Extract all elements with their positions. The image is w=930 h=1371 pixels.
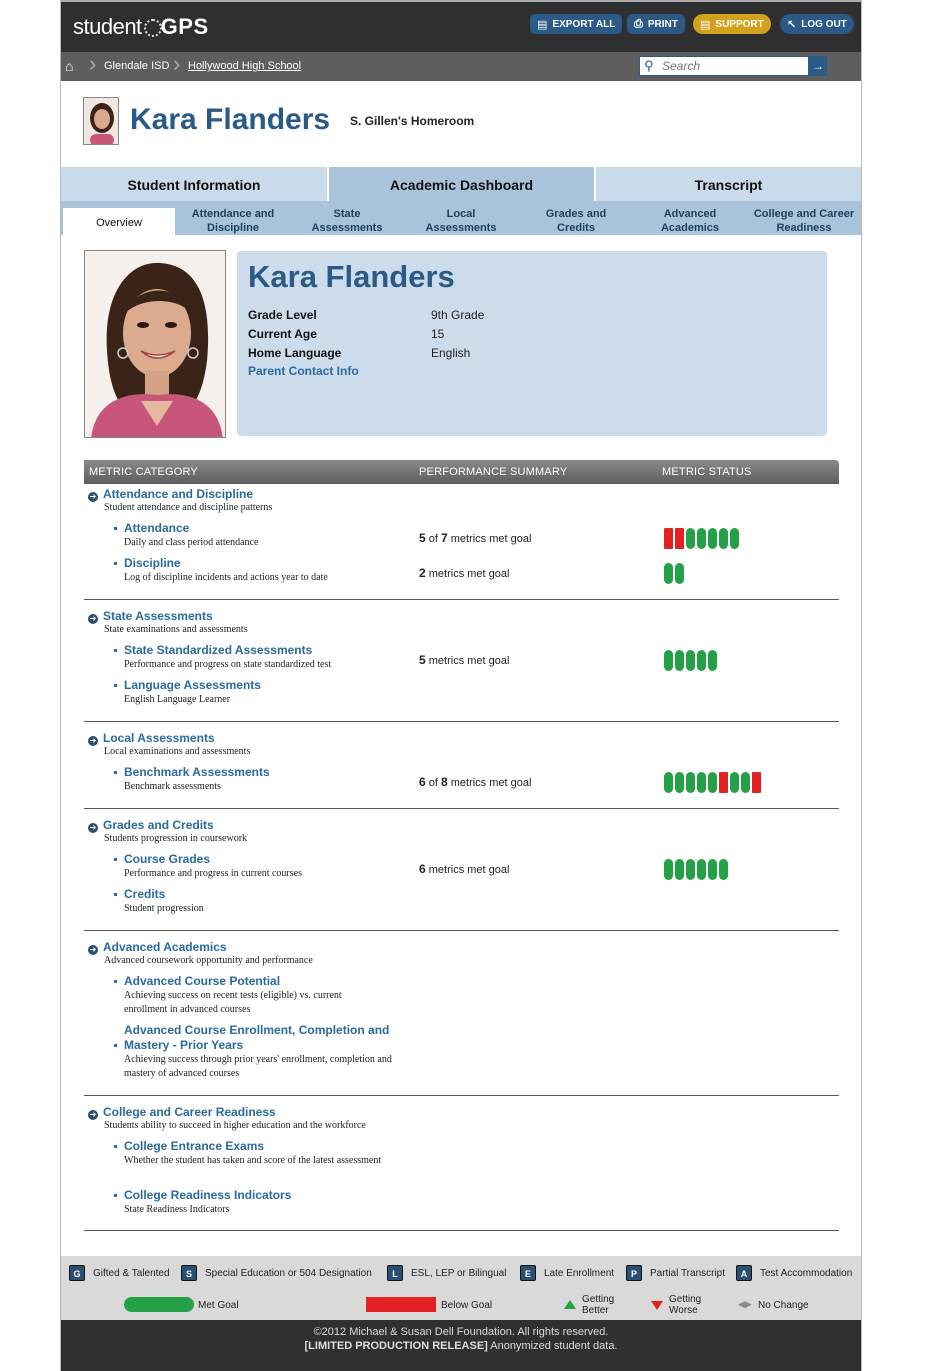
metrics-table-header bbox=[84, 460, 839, 484]
metric-label: Language Assessments bbox=[124, 678, 261, 692]
section-state-assessments bbox=[84, 600, 839, 722]
metric-college-readiness-indicators[interactable] bbox=[124, 1188, 394, 1203]
below-goal-pill bbox=[719, 772, 728, 793]
met-goal-pill bbox=[675, 563, 684, 584]
support-button[interactable] bbox=[693, 14, 771, 34]
category-description: Student attendance and discipline patterns bbox=[104, 502, 273, 513]
summary-text: metrics met goal bbox=[428, 568, 510, 580]
met-goal-pill bbox=[708, 650, 717, 671]
category-title[interactable] bbox=[88, 609, 213, 624]
category-label: College and Career Readiness bbox=[103, 1105, 276, 1119]
metric-label: Advanced Course Enrollment, Completion and Mastery - Prior Years bbox=[124, 1023, 390, 1052]
tab-student-information[interactable]: Student Information bbox=[61, 167, 327, 201]
section-advanced-academics bbox=[84, 931, 839, 1096]
metric-description: Daily and class period attendance bbox=[124, 537, 259, 548]
breadcrumb-district: Glendale ISD bbox=[104, 60, 170, 72]
grade-level-value: 9th Grade bbox=[431, 308, 485, 322]
student-info-card bbox=[237, 251, 827, 436]
metric-state-standardized[interactable] bbox=[124, 643, 394, 658]
met-goal-pill bbox=[675, 772, 684, 793]
met-goal-pill bbox=[675, 650, 684, 671]
arrow-up-left-icon: ↖ bbox=[787, 18, 797, 31]
met-goal-pill bbox=[730, 528, 739, 549]
search-box bbox=[639, 56, 809, 76]
category-label: Grades and Credits bbox=[103, 818, 214, 832]
metric-description: Performance and progress in current courses bbox=[124, 868, 302, 879]
language-label: Home Language bbox=[248, 346, 342, 360]
category-title[interactable] bbox=[88, 1105, 276, 1120]
search-icon: ⚲ bbox=[644, 58, 654, 73]
metric-advanced-course-enrollment[interactable] bbox=[124, 1023, 394, 1053]
section-grades-credits bbox=[84, 809, 839, 931]
legend-special-education bbox=[181, 1265, 372, 1281]
metric-description: Whether the student has taken and score of the latest assessment bbox=[124, 1155, 382, 1166]
legend-label: ESL, LEP or Bilingual bbox=[411, 1267, 507, 1279]
student-name: Kara Flanders bbox=[248, 259, 455, 294]
met-goal-pill bbox=[686, 772, 695, 793]
bullet-icon bbox=[114, 771, 117, 774]
performance-summary: 5 of 7 metrics met goal bbox=[419, 531, 532, 545]
met-goal-pill bbox=[708, 772, 717, 793]
category-label: Local Assessments bbox=[103, 731, 215, 745]
breadcrumb-school-link[interactable]: Hollywood High School bbox=[188, 60, 302, 72]
breadcrumb bbox=[61, 52, 861, 81]
metric-label: Credits bbox=[124, 887, 166, 901]
bullet-icon bbox=[114, 684, 117, 687]
metric-status-bar[interactable] bbox=[664, 563, 684, 584]
met-goal-pill bbox=[686, 859, 695, 880]
export-label: EXPORT ALL bbox=[552, 18, 616, 30]
metric-label: Advanced Course Potential bbox=[124, 974, 281, 988]
bullet-icon bbox=[114, 527, 117, 530]
met-goal-pill bbox=[686, 528, 695, 549]
met-goal-swatch bbox=[124, 1297, 194, 1312]
student-photo bbox=[84, 250, 226, 438]
summary-text: metrics met goal bbox=[428, 655, 510, 667]
summary-count: 5 bbox=[419, 531, 426, 545]
metric-description: Achieving success through prior years' enrollment, completion and mastery of advanced courses bbox=[124, 1054, 392, 1079]
arrow-right-icon: ➔ bbox=[89, 614, 97, 623]
age-label: Current Age bbox=[248, 327, 317, 341]
export-icon: ▤ bbox=[537, 18, 548, 31]
met-goal-pill bbox=[697, 650, 706, 671]
summary-text: metrics met goal bbox=[428, 864, 510, 876]
page-frame bbox=[60, 0, 862, 1371]
search-go-button[interactable]: → bbox=[809, 56, 827, 76]
below-goal-swatch bbox=[366, 1297, 436, 1312]
badge-icon: A bbox=[736, 1265, 752, 1281]
age-value: 15 bbox=[431, 327, 445, 341]
legend-partial-transcript bbox=[626, 1265, 725, 1281]
summary-total: 7 bbox=[440, 531, 448, 545]
met-goal-pill bbox=[697, 528, 706, 549]
arrow-right-icon: ➔ bbox=[89, 1110, 97, 1119]
grade-level-label: Grade Level bbox=[248, 308, 317, 322]
subtab-local-assessments[interactable]: Local Assessments bbox=[425, 208, 497, 234]
legend-label: Special Education or 504 Designation bbox=[205, 1267, 372, 1279]
tab-academic-dashboard[interactable]: Academic Dashboard bbox=[329, 167, 594, 201]
logo-dots-icon bbox=[144, 19, 162, 37]
metric-description: Log of discipline incidents and actions year to date bbox=[124, 572, 328, 583]
arrow-right-icon: ➔ bbox=[89, 492, 97, 501]
student-thumbnail bbox=[83, 97, 119, 145]
met-goal-pill bbox=[664, 563, 673, 584]
home-icon[interactable]: ⌂ bbox=[65, 58, 74, 74]
triangle-down-icon bbox=[651, 1301, 663, 1310]
main-tabs bbox=[61, 167, 861, 201]
footer bbox=[61, 1320, 861, 1371]
metric-label: Course Grades bbox=[124, 852, 211, 866]
category-description: Advanced coursework opportunity and performance bbox=[104, 955, 313, 966]
logo-gps: GPS bbox=[160, 14, 209, 39]
met-goal-pill bbox=[686, 650, 695, 671]
category-description: Local examinations and assessments bbox=[104, 746, 251, 757]
legend-label: Late Enrollment bbox=[544, 1267, 615, 1279]
metric-language-assessments[interactable] bbox=[124, 678, 394, 693]
category-description: State examinations and assessments bbox=[104, 624, 248, 635]
language-value: English bbox=[431, 346, 471, 360]
metric-status-bar[interactable] bbox=[664, 528, 739, 549]
bullet-icon bbox=[114, 562, 117, 565]
metric-credits[interactable] bbox=[124, 887, 394, 902]
subtab-overview[interactable]: Overview bbox=[63, 208, 175, 239]
metric-description: Performance and progress on state standardized test bbox=[124, 659, 332, 670]
section-attendance-discipline bbox=[84, 484, 839, 600]
student-thumbnail-image bbox=[84, 98, 119, 145]
release-note-text: Anonymized student data. bbox=[490, 1340, 618, 1352]
badge-icon: P bbox=[626, 1265, 642, 1281]
bullet-icon bbox=[114, 858, 117, 861]
summary-count: 6 bbox=[419, 862, 426, 876]
met-goal-pill bbox=[664, 859, 673, 880]
search-input[interactable] bbox=[662, 59, 802, 73]
met-goal-pill bbox=[719, 528, 728, 549]
category-title[interactable] bbox=[88, 818, 214, 833]
header-performance-summary: PERFORMANCE SUMMARY bbox=[419, 466, 568, 478]
metric-course-grades[interactable] bbox=[124, 852, 394, 867]
bullet-icon bbox=[114, 1194, 117, 1197]
print-button[interactable] bbox=[627, 14, 685, 34]
page-title: Kara Flanders bbox=[130, 103, 331, 136]
summary-count: 6 bbox=[419, 775, 426, 789]
metric-advanced-course-potential[interactable] bbox=[124, 974, 394, 989]
metric-description: Achieving success on recent tests (eligible) vs. current enrollment in advanced courses bbox=[124, 990, 342, 1015]
met-goal-pill bbox=[697, 859, 706, 880]
met-goal-pill bbox=[719, 859, 728, 880]
subtab-college-career-readiness[interactable]: College and Career Readiness bbox=[753, 208, 855, 234]
metric-label: Discipline bbox=[124, 556, 181, 570]
log-out-button[interactable] bbox=[780, 14, 854, 34]
metric-description: English Language Learner bbox=[124, 694, 231, 705]
badge-icon: G bbox=[69, 1265, 85, 1281]
logout-label: LOG OUT bbox=[801, 18, 847, 30]
legend-esl bbox=[387, 1265, 506, 1281]
category-description: Students ability to succeed in higher education and the workforce bbox=[104, 1120, 366, 1131]
performance-summary bbox=[419, 566, 509, 580]
met-goal-pill bbox=[675, 859, 684, 880]
met-goal-label: Met Goal bbox=[198, 1300, 239, 1311]
metric-status-bar[interactable] bbox=[664, 772, 761, 793]
release-note bbox=[61, 1340, 861, 1352]
studentgps-logo[interactable] bbox=[73, 14, 209, 40]
category-label: Advanced Academics bbox=[103, 940, 227, 954]
subtab-state-assessments[interactable]: State Assessments bbox=[311, 208, 383, 234]
metric-description: Benchmark assessments bbox=[124, 781, 221, 792]
no-change-label: No Change bbox=[758, 1300, 809, 1311]
parent-contact-link[interactable]: Parent Contact Info bbox=[248, 364, 359, 378]
legend-gifted bbox=[69, 1265, 170, 1281]
section-college-career-readiness bbox=[84, 1096, 839, 1231]
header-metric-category: METRIC CATEGORY bbox=[89, 466, 198, 478]
metric-description: Student progression bbox=[124, 903, 204, 914]
met-goal-pill bbox=[664, 650, 673, 671]
sub-tabs bbox=[61, 201, 861, 235]
metric-description: State Readiness Indicators bbox=[124, 1204, 230, 1215]
student-photo-image bbox=[85, 251, 226, 438]
metric-attendance[interactable] bbox=[124, 521, 394, 536]
document-icon: ▤ bbox=[700, 18, 711, 31]
met-goal-pill bbox=[708, 859, 717, 880]
below-goal-pill bbox=[752, 772, 761, 793]
export-all-button[interactable] bbox=[530, 14, 622, 34]
category-title[interactable] bbox=[88, 731, 215, 746]
subtab-attendance-discipline[interactable]: Attendance and Discipline bbox=[191, 208, 275, 234]
metric-label: College Entrance Exams bbox=[124, 1139, 265, 1153]
triangle-up-icon bbox=[564, 1300, 576, 1309]
legend bbox=[61, 1256, 861, 1320]
category-title[interactable] bbox=[88, 487, 253, 502]
badge-icon: E bbox=[520, 1265, 536, 1281]
subtab-advanced-academics[interactable]: Advanced Academics bbox=[660, 208, 720, 234]
met-goal-pill bbox=[708, 528, 717, 549]
breadcrumb-separator-icon: › bbox=[173, 51, 181, 76]
arrow-right-icon: ➔ bbox=[89, 823, 97, 832]
summary-count: 5 bbox=[419, 653, 426, 667]
metric-college-entrance-exams[interactable] bbox=[124, 1139, 394, 1154]
category-title[interactable] bbox=[88, 940, 227, 955]
metric-label: Attendance bbox=[124, 521, 190, 535]
met-goal-pill bbox=[730, 772, 739, 793]
metric-label: State Standardized Assessments bbox=[124, 643, 313, 657]
performance-summary: 6 of 8 metrics met goal bbox=[419, 775, 532, 789]
copyright-text: ©2012 Michael & Susan Dell Foundation. All rights reserved. bbox=[313, 1326, 609, 1338]
arrow-right-icon: ➔ bbox=[89, 945, 97, 954]
support-label: SUPPORT bbox=[715, 18, 764, 30]
logo-text: student bbox=[73, 14, 142, 39]
performance-summary bbox=[419, 653, 509, 667]
subtab-grades-credits[interactable]: Grades and Credits bbox=[545, 208, 607, 234]
performance-summary bbox=[419, 862, 509, 876]
tab-transcript[interactable]: Transcript bbox=[596, 167, 861, 201]
summary-total: 8 bbox=[440, 775, 448, 789]
printer-icon: ⎙ bbox=[634, 17, 643, 30]
badge-icon: L bbox=[387, 1265, 403, 1281]
legend-label: Partial Transcript bbox=[650, 1267, 726, 1279]
metric-label: Benchmark Assessments bbox=[124, 765, 270, 779]
legend-late-enrollment bbox=[520, 1265, 614, 1281]
summary-count: 2 bbox=[419, 566, 426, 580]
top-bar bbox=[61, 0, 861, 52]
no-change-icon: ◀▶ bbox=[738, 1299, 752, 1309]
bullet-icon bbox=[114, 1145, 117, 1148]
print-label: PRINT bbox=[647, 18, 678, 30]
breadcrumb-separator-icon: › bbox=[89, 51, 97, 76]
legend-test-accommodation bbox=[736, 1265, 852, 1281]
met-goal-pill bbox=[664, 772, 673, 793]
release-tag: [LIMITED PRODUCTION RELEASE] bbox=[304, 1340, 488, 1352]
arrow-right-icon: ➔ bbox=[89, 736, 97, 745]
summary-text: metrics met goal bbox=[450, 533, 532, 545]
met-goal-pill bbox=[697, 772, 706, 793]
getting-better-label: Getting Better bbox=[582, 1294, 615, 1316]
badge-icon: S bbox=[181, 1265, 197, 1281]
bullet-icon bbox=[114, 893, 117, 896]
below-goal-pill bbox=[675, 528, 684, 549]
homeroom-label: S. Gillen's Homeroom bbox=[350, 114, 475, 128]
section-local-assessments bbox=[84, 722, 839, 809]
metric-status-bar[interactable] bbox=[664, 650, 717, 671]
below-goal-label: Below Goal bbox=[441, 1300, 493, 1311]
getting-worse-label: Getting Worse bbox=[669, 1294, 702, 1316]
bullet-icon bbox=[114, 1044, 117, 1047]
metric-discipline[interactable] bbox=[124, 556, 394, 571]
summary-text: metrics met goal bbox=[450, 777, 532, 789]
metric-benchmark-assessments[interactable] bbox=[124, 765, 394, 780]
legend-label: Gifted & Talented bbox=[93, 1267, 170, 1279]
metric-label: College Readiness Indicators bbox=[124, 1188, 292, 1202]
metric-status-bar[interactable] bbox=[664, 859, 728, 880]
met-goal-pill bbox=[741, 772, 750, 793]
bullet-icon bbox=[114, 649, 117, 652]
category-description: Students progression in coursework bbox=[104, 833, 248, 844]
bullet-icon bbox=[114, 980, 117, 983]
header-metric-status: METRIC STATUS bbox=[662, 466, 752, 478]
legend-label: Test Accommodation bbox=[760, 1267, 853, 1279]
category-label: State Assessments bbox=[103, 609, 213, 623]
category-label: Attendance and Discipline bbox=[103, 487, 254, 501]
below-goal-pill bbox=[664, 528, 673, 549]
